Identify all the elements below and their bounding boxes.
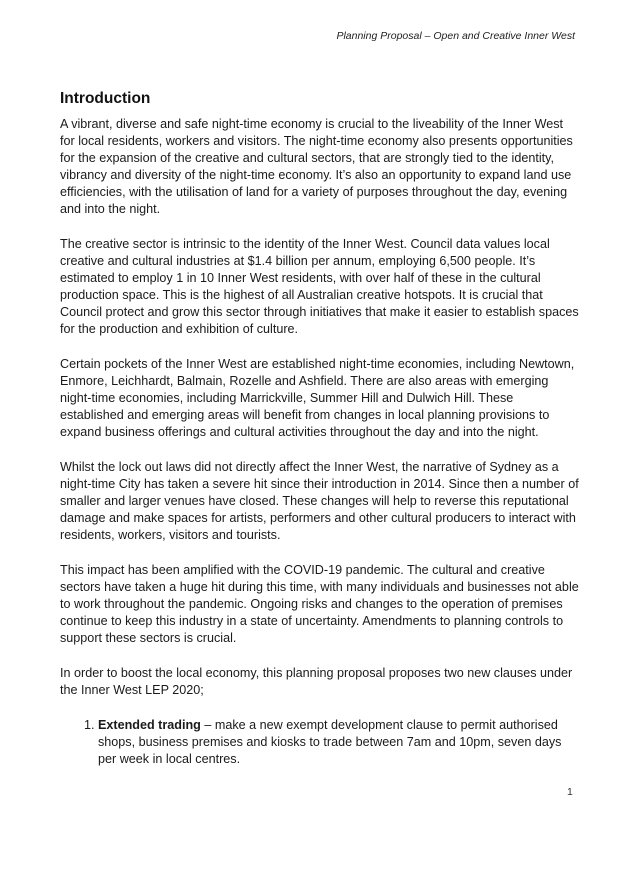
page-number: 1 xyxy=(567,786,573,798)
paragraph-3: Certain pockets of the Inner West are established night-time economies, including Newtown, Enmore, Leichhardt, Balmain, Rozelle and Ashfield. There are also areas with emerging night-time economies, including Marrickville, Summer Hill and Dulwich Hill. These established and emerging areas will benefit from changes in local planning provisions to expand business offerings and cultural activities throughout the day and into the night. xyxy=(60,357,575,439)
list-item-text: – make a new exempt development clause to permit authorised shops, business premises and kiosks to trade between 7am and 10pm, seven days per week in local centres. xyxy=(98,718,562,766)
paragraph-2: The creative sector is intrinsic to the identity of the Inner West. Council data values local creative and cultural industries at $1.4 billion per annum, employing 6,500 people. It’s estimated to employ 1 in 10 Inner West residents, with over half of these in the cultural production space. This is the highest of all Australian creative hotspots. It is crucial that Council protect and grow this sector through initiatives that make it easier to establish spaces for the production and exhibition of culture. xyxy=(60,237,579,336)
section-heading: Introduction xyxy=(60,90,151,107)
proposed-clauses-list xyxy=(60,717,580,768)
list-item xyxy=(98,717,580,768)
list-item-term: Extended trading xyxy=(98,718,201,732)
paragraph-4: Whilst the lock out laws did not directly affect the Inner West, the narrative of Sydney as a night-time City has taken a severe hit since their introduction in 2014. Since then a number of smaller and larger venues have closed. These changes will help to reverse this reputational damage and make spaces for artists, performers and other cultural producers to interact with residents, workers, visitors and tourists. xyxy=(60,460,579,542)
paragraph-6: In order to boost the local economy, this planning proposal proposes two new clauses under the Inner West LEP 2020; xyxy=(60,666,573,697)
paragraph-1: A vibrant, diverse and safe night-time economy is crucial to the liveability of the Inner West for local residents, workers and visitors. The night-time economy also presents opportunities for the expansion of the creative and cultural sectors, that are strongly tied to the identity, vibrancy and diversity of the night-time economy. It’s also an opportunity to expand land use efficiencies, with the utilisation of land for a variety of purposes throughout the day, evening and into the night. xyxy=(60,117,573,216)
paragraph-5: This impact has been amplified with the COVID-19 pandemic. The cultural and creative sectors have taken a huge hit during this time, with many individuals and businesses not able to work throughout the pandemic. Ongoing risks and changes to the operation of premises continue to keep this industry in a state of uncertainty. Amendments to planning controls to support these sectors is crucial. xyxy=(60,563,579,645)
document-body xyxy=(60,90,580,768)
running-header: Planning Proposal – Open and Creative Inner West xyxy=(336,30,575,42)
